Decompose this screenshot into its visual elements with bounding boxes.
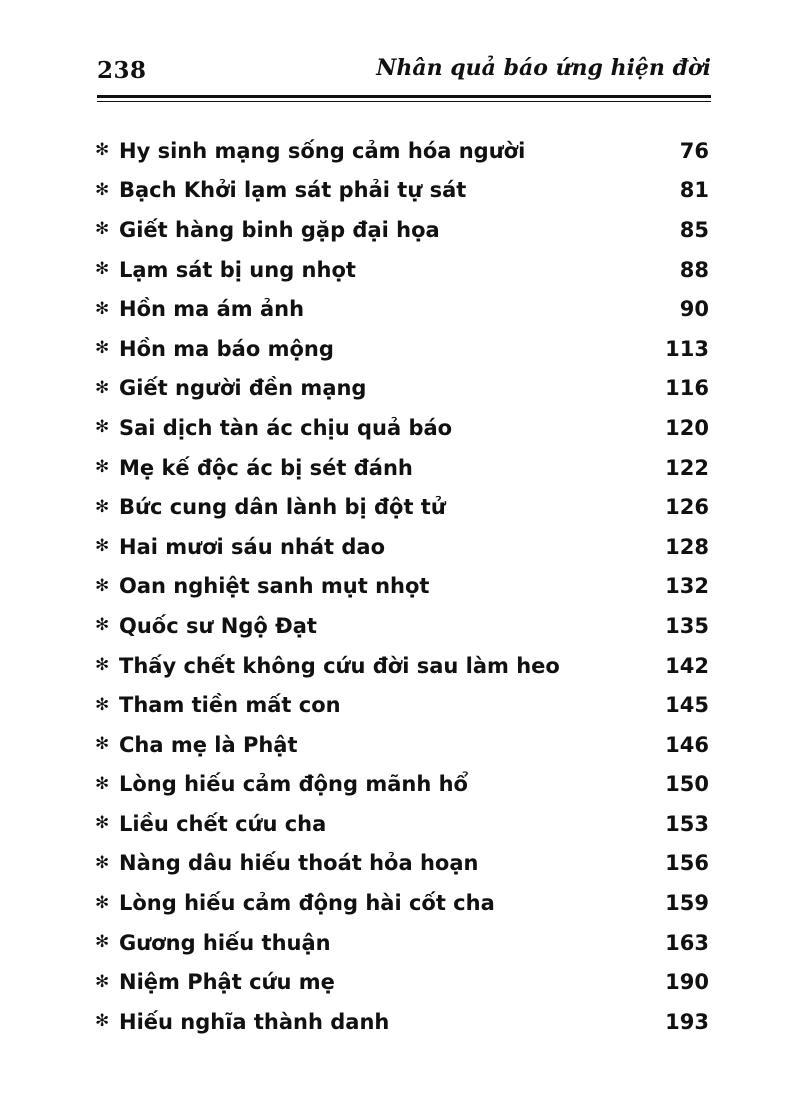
toc-entry [95,685,709,725]
toc-entry [95,527,709,567]
toc-entry [95,844,709,884]
toc-entry [95,369,709,409]
toc-entry-page: 122 [665,455,709,480]
asterisk-icon: ✻ [95,813,110,834]
toc-entry-page: 126 [665,495,709,520]
toc-entry [95,448,709,488]
toc-entry-page: 146 [665,732,709,757]
toc-entry-page: 142 [665,653,709,678]
asterisk-icon: ✻ [95,496,110,517]
table-of-contents [95,131,709,1042]
toc-entry-title: Hy sinh mạng sống cảm hóa người [119,138,526,163]
toc-entry-page: 135 [665,613,709,638]
toc-entry-title: Bạch Khởi lạm sát phải tự sát [119,178,467,203]
toc-entry-page: 128 [665,534,709,559]
toc-entry-title: Hiếu nghĩa thành danh [119,1009,390,1034]
toc-entry-title: Thấy chết không cứu đời sau làm heo [119,653,560,678]
asterisk-icon: ✻ [95,457,110,478]
toc-entry [95,962,709,1002]
toc-entry-page: 163 [665,930,709,955]
toc-entry-page: 156 [665,851,709,876]
toc-entry-title: Mẹ kế độc ác bị sét đánh [119,455,413,480]
toc-entry [95,487,709,527]
running-title: Nhân quả báo ứng hiện đời [376,55,711,81]
page-number: 238 [97,57,147,84]
toc-entry-title: Liều chết cứu cha [119,811,327,836]
asterisk-icon: ✻ [95,377,110,398]
asterisk-icon: ✻ [95,298,110,319]
toc-entry-page: 90 [679,297,709,322]
toc-entry [95,765,709,805]
toc-entry-page: 88 [679,257,709,282]
toc-entry-page: 145 [665,693,709,718]
asterisk-icon: ✻ [95,140,110,161]
toc-entry-title: Quốc sư Ngộ Đạt [119,613,317,638]
toc-entry-title: Oan nghiệt sanh mụt nhọt [119,574,430,599]
toc-entry-page: 159 [665,891,709,916]
toc-entry [95,289,709,329]
toc-entry-title: Tham tiền mất con [119,693,341,718]
asterisk-icon: ✻ [95,615,110,636]
toc-entry [95,725,709,765]
asterisk-icon: ✻ [95,932,110,953]
toc-entry [95,804,709,844]
toc-entry-page: 132 [665,574,709,599]
toc-entry-page: 193 [665,1009,709,1034]
toc-entry [95,171,709,211]
toc-entry-title: Nàng dâu hiếu thoát hỏa hoạn [119,851,479,876]
asterisk-icon: ✻ [95,219,110,240]
toc-entry-title: Bức cung dân lành bị đột tử [119,495,446,520]
toc-entry [95,131,709,171]
toc-entry-title: Hồn ma ám ảnh [119,297,305,322]
header-rule-thin [97,101,711,102]
toc-entry [95,567,709,607]
toc-entry-page: 153 [665,811,709,836]
toc-entry-title: Lòng hiếu cảm động hài cốt cha [119,891,495,916]
asterisk-icon: ✻ [95,773,110,794]
toc-entry-page: 116 [665,376,709,401]
asterisk-icon: ✻ [95,1011,110,1032]
toc-entry-page: 81 [679,178,709,203]
asterisk-icon: ✻ [95,852,110,873]
toc-entry-title: Giết hàng binh gặp đại họa [119,217,440,242]
toc-entry-title: Hồn ma báo mộng [119,336,334,361]
toc-entry-title: Sai dịch tàn ác chịu quả báo [119,415,453,440]
toc-entry-page: 150 [665,772,709,797]
toc-entry-page: 85 [679,217,709,242]
toc-entry-page: 76 [679,138,709,163]
page-header [97,50,711,90]
toc-entry [95,923,709,963]
toc-entry [95,329,709,369]
toc-entry-title: Lòng hiếu cảm động mãnh hổ [119,772,468,797]
asterisk-icon: ✻ [95,734,110,755]
toc-entry [95,408,709,448]
toc-entry-title: Lạm sát bị ung nhọt [119,257,356,282]
asterisk-icon: ✻ [95,259,110,280]
toc-entry-title: Gương hiếu thuận [119,930,331,955]
toc-entry-title: Niệm Phật cứu mẹ [119,970,335,995]
toc-entry [95,250,709,290]
toc-entry-page: 190 [665,970,709,995]
asterisk-icon: ✻ [95,971,110,992]
toc-entry-page: 113 [665,336,709,361]
toc-entry [95,210,709,250]
toc-entry-title: Cha mẹ là Phật [119,732,298,757]
toc-entry-page: 120 [665,415,709,440]
toc-entry [95,606,709,646]
asterisk-icon: ✻ [95,575,110,596]
toc-entry [95,883,709,923]
asterisk-icon: ✻ [95,417,110,438]
toc-entry [95,1002,709,1042]
header-rule-thick [97,95,711,98]
asterisk-icon: ✻ [95,338,110,359]
asterisk-icon: ✻ [95,179,110,200]
toc-entry [95,646,709,686]
asterisk-icon: ✻ [95,655,110,676]
toc-entry-title: Hai mươi sáu nhát dao [119,534,386,559]
asterisk-icon: ✻ [95,536,110,557]
toc-entry-title: Giết người đền mạng [119,376,367,401]
asterisk-icon: ✻ [95,892,110,913]
asterisk-icon: ✻ [95,694,110,715]
